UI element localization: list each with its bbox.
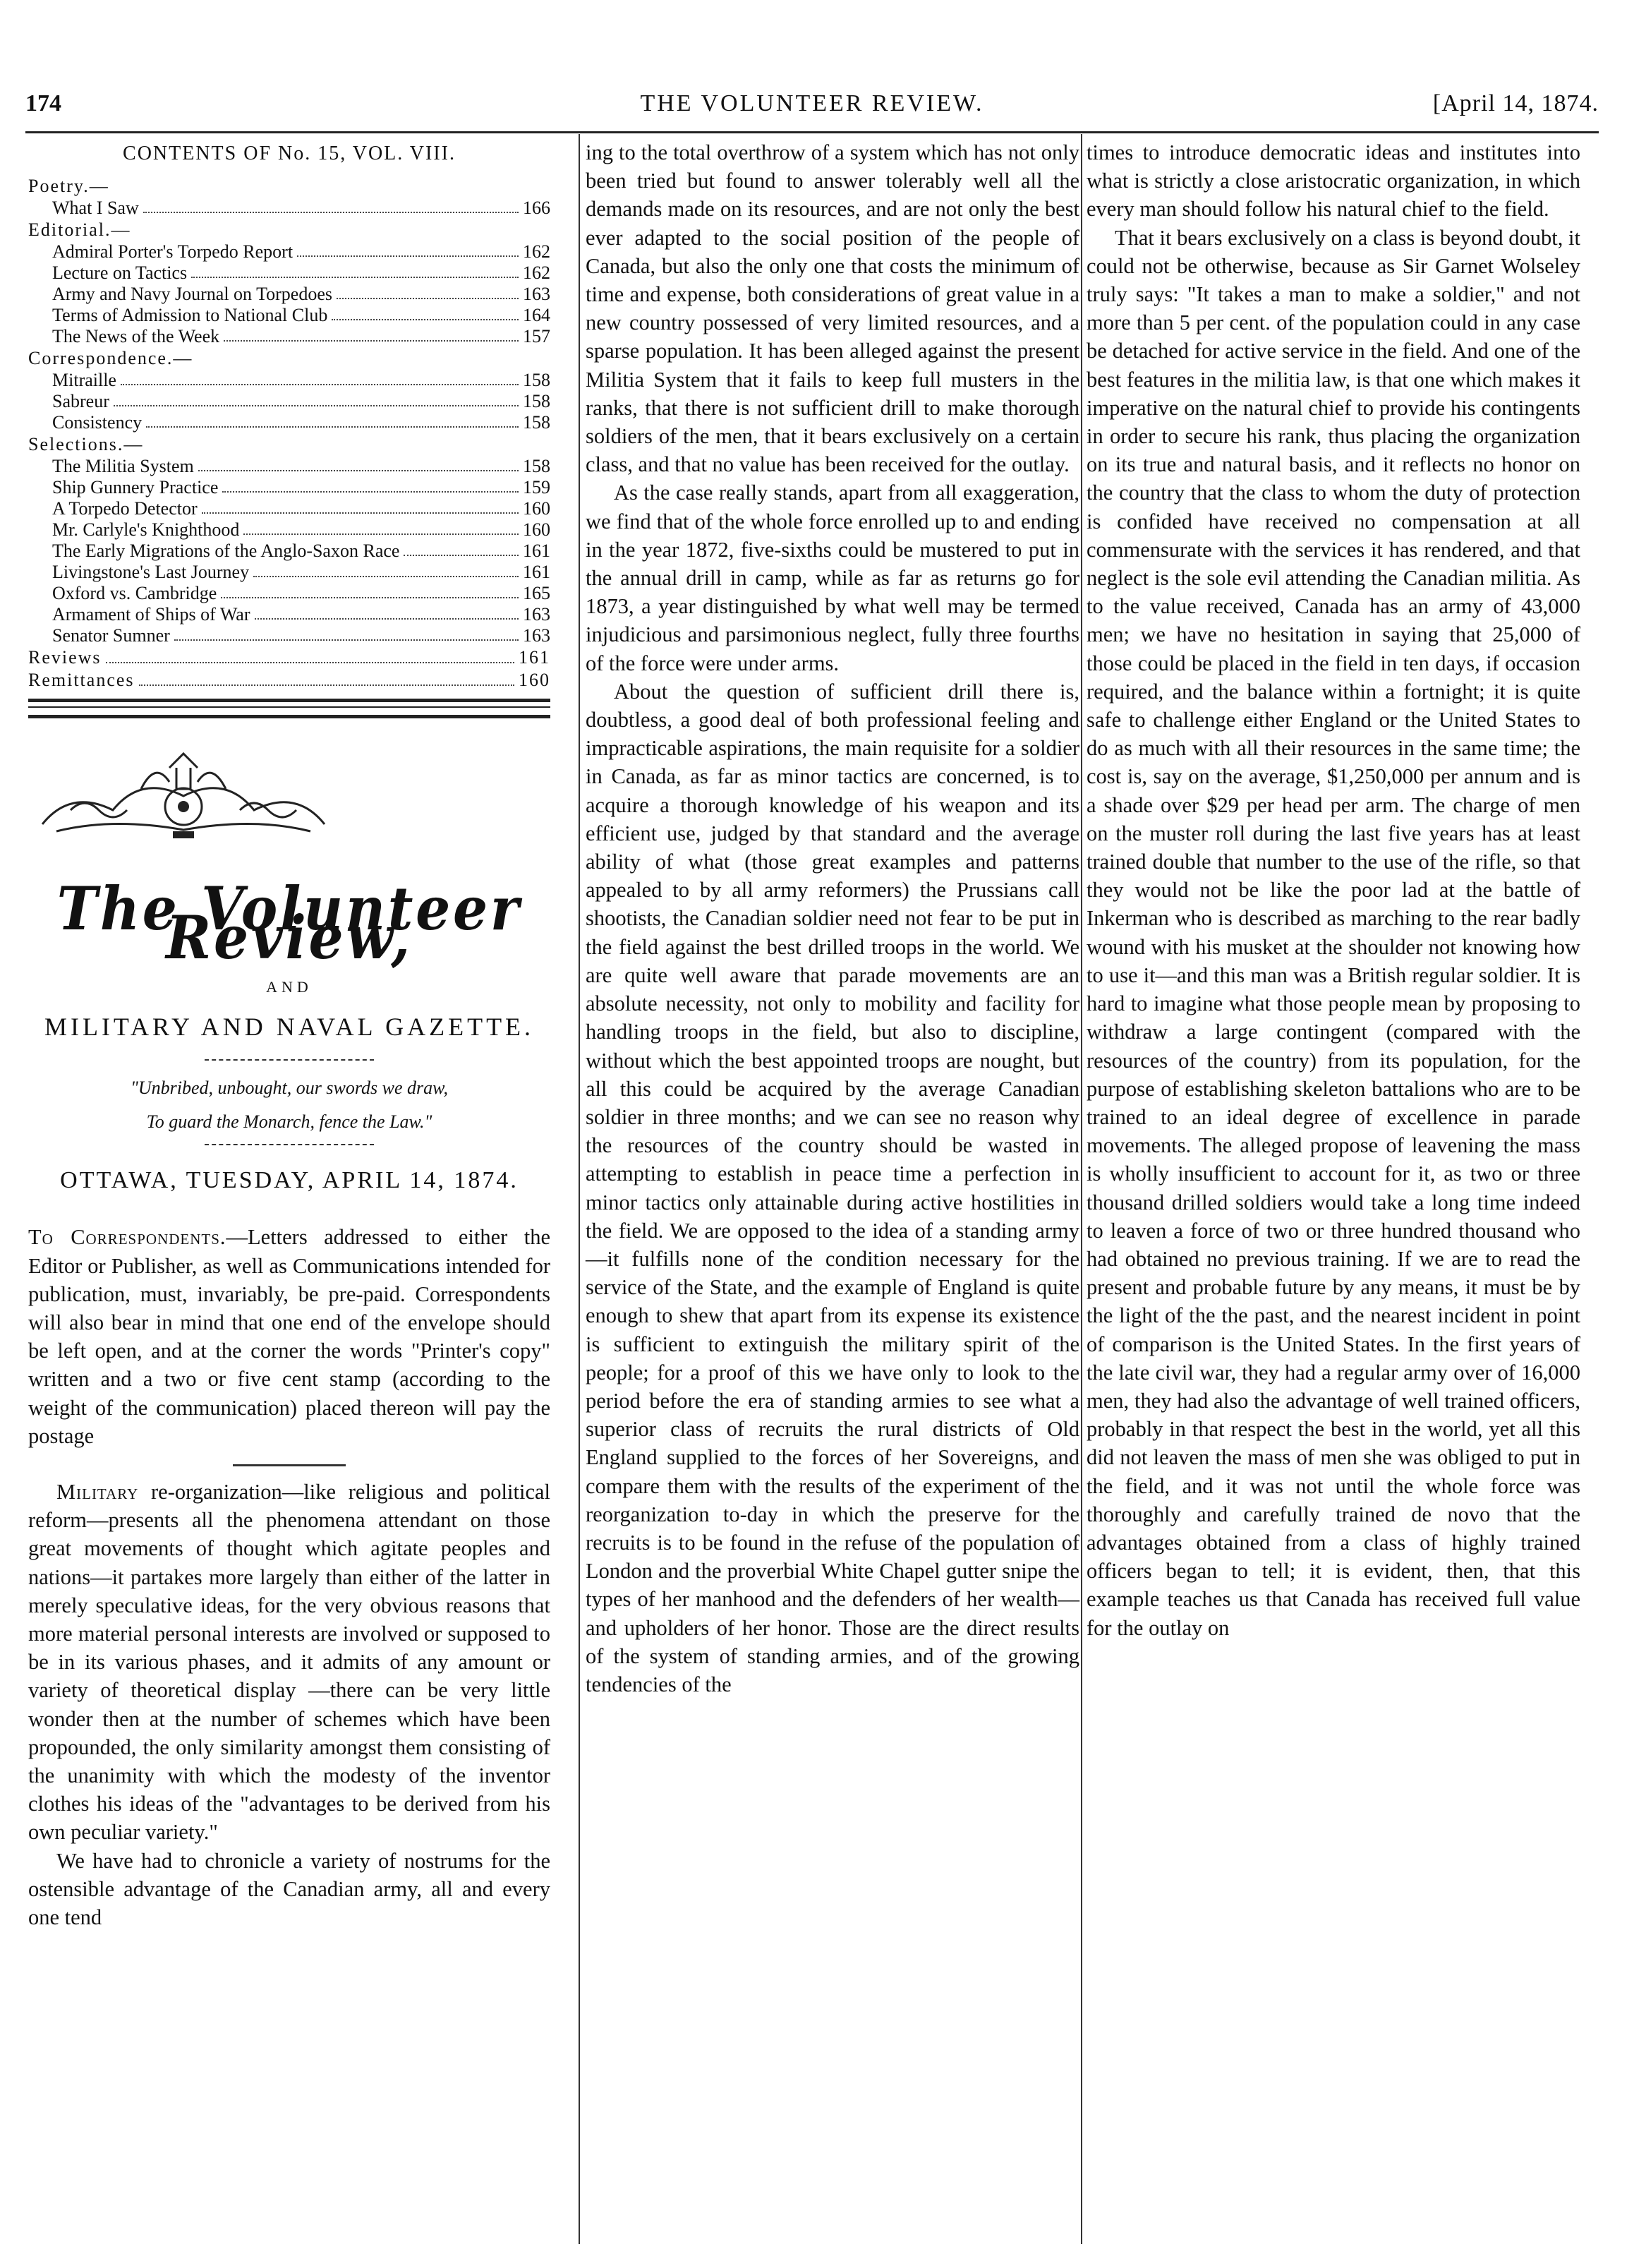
leader-dots [114,391,519,406]
article-paragraph: About the question of sufficient drill there is, doubtless, a good deal of both professional feeling and impracticable aspirations, the main requisite for a soldier in Canada, as far as minor tactics are concerned, is to acquire a thorough knowledge of his weapon and its efficient use, judged by that standard and the average ability of what (those great examples and patterns appealed to by all army reformers) the Prussians call shootists, the Canadian soldier need not fear to be put in the field against the best drilled troops in the world. We are quite well aware that parade movements are an absolute necessity, not only to mobility and facility for handling troops in the field, but also to discipline, without which the best appointed troops are nought, but all this could be acquired by the average Canadian soldier in three months; and we can see no reason why the resources of the country should be wasted in attempting to establish in peace time a perfection in minor tactics only attainable during active hostilities in the field. We are opposed to the idea of a standing army—it fulfills none of the condition necessary for the service of the State, and the example of England is quite enough to shew that apart from its expense its existence is sufficient to extinguish the military spirit of the people; for a proof of this we have only to look to the period before the era of standing armies to see what a superior class of recruits the rural districts of Old England supplied to the forces of her Sovereigns, and compare them with the results of the experiment of the reorganization to-day in which the preserve for the recruits is to be found in the refuse of the population of London and the proverbial White Chapel gutter snipe the types of her manhood and the defenders of her wealth—and upholders of her honor. Those are the direct results of the system of standing armies, and of the growing tendencies of the [586,679,1079,1696]
contents-entry-page: 158 [523,370,550,391]
header-rule [25,131,1599,133]
masthead-rule [205,1144,374,1145]
contents-entry [28,646,550,669]
masthead-motto-line-1: "Unbribed, unbought, our swords we draw, [130,1078,449,1099]
contents-entry-label: Sabreur [52,391,109,412]
contents-entry-page: 158 [523,456,550,477]
contents-entry-page: 160 [519,670,550,691]
contents-entry-page: 157 [523,326,550,347]
leader-dots [332,305,519,320]
contents-entry-label: Remittances [28,670,135,691]
contents-rule [28,706,550,708]
correspondents-notice [28,1223,550,1450]
contents-entry-label: The Early Migrations of the Anglo-Saxon Race [52,541,400,562]
contents-entry [28,284,550,305]
leader-dots [297,241,519,257]
contents-entry [28,456,550,477]
contents-entry-page: 164 [523,305,550,326]
contents-entry-page: 159 [523,477,550,498]
article-paragraph: That it bears exclusively on a class is beyond doubt, it could not be otherwise, because as Sir Garnet Wolseley truly says: "It takes a man to make a soldier," and not more than 5 per cent. of the population could in any case be detached for active service in the field. And one of the best features in the militia law, is that one which makes it imperative on the natural chief to provide his contingents in order to secure his rank, thus placing the organization on its true and natural basis, and it reflects no honor on the country that the class to whom the duty of protection is confided have received no compensation at all commensurate with the services it has rendered, and that neglect is the sole evil attending the Canadian militia. As to the value received, Canada has an army of 43,000 men; we have no hesitation in saying that 25,000 of those could be placed in the field in ten days, if occasion required, and the balance within a fortnight; it is quite safe to challenge either England or the United States to do as much with all their resources in the same time; the cost is, say on the average, $1,250,000 per annum and is a shade over $29 per head per arm. The charge of men on the muster roll during the last five years has at least trained double that number to the use of the rifle, so that they would not be like the poor lad at the battle of Inkerman who is described as marching to the rear badly wound with his musket at the shoulder not knowing how to use it—and this man was a British regular soldier. It is hard to imagine what those people mean by proposing to withdraw a large contingent (compared with the resources of the country) from its population, for the purpose of establishing skeleton battalions who are to be trained to an ideal degree of excellence in parade movements. The alleged propose of leavening the mass is wholly insufficient to account for it, as two or three thousand drilled soldiers would take a long time indeed to leaven a force of two or three hundred thousand who had obtained no previous training. If we are to read the present and probable future by any means, it must be by the light of the the past, and the nearest incident in point of comparison is the United States. In the first years of the late civil war, they had a regular army over of 16,000 men, they had also the advantage of well trained officers, probably in that respect the best in the world, yet all this did not leaven the mass of men she was obliged to put in the field, and it was not until the whole force was thoroughly and carefully trained de novo that the advantages obtained from a class of highly trained officers began to tell; it is evident, then, that this example teaches us that Canada has received full value for the outlay on [1087,225,1580,1640]
contents-entry [28,305,550,326]
contents-entry-page: 163 [523,625,550,646]
contents-entry [28,370,550,391]
contents-entry-page: 160 [523,498,550,519]
contents-rule [28,715,550,718]
contents-title: CONTENTS OF No. 15, VOL. VIII. [123,143,456,164]
contents-entry-label: Reviews [28,647,102,668]
contents-section-heading: Correspondence.— [28,348,193,369]
contents-entry-page: 163 [523,604,550,625]
column-divider [1081,134,1082,2244]
contents-list [28,175,550,692]
issue-date: [April 14, 1874. [1432,90,1599,116]
contents-entry [28,604,550,625]
article-paragraph [28,1478,550,1847]
contents-entry-label: Consistency [52,412,143,433]
leader-dots [143,198,519,213]
leader-dots [191,263,519,278]
leader-dots [404,541,519,556]
leader-dots [139,669,514,686]
leader-dots [146,412,519,428]
contents-entry [28,412,550,433]
leader-dots [224,326,519,342]
contents-entry-label: Mitraille [52,370,116,391]
contents-entry [28,541,550,562]
masthead-and: AND [266,977,313,996]
contents-entry-page: 161 [523,562,550,583]
dateline: OTTAWA, TUESDAY, APRIL 14, 1874. [60,1167,519,1194]
article-paragraph: We have had to chronicle a variety of nostrums for the ostensible advantage of the Canadian army, all and every one tend [28,1848,550,1930]
column-divider [579,134,580,2244]
page-header [25,90,1599,133]
contents-rule [28,699,550,702]
contents-entry [28,241,550,263]
contents-entry-page: 162 [523,263,550,284]
contents-entry-label: Livingstone's Last Journey [52,562,250,583]
contents-entry [28,519,550,541]
masthead-subtitle: MILITARY AND NAVAL GAZETTE. [44,1013,535,1042]
contents-section-heading: Editorial.— [28,219,131,241]
column-1 [28,138,550,1931]
contents-entry-label: The News of the Week [52,326,220,347]
contents-entry-page: 158 [523,391,550,412]
contents-entry-page: 163 [523,284,550,305]
leader-dots [337,284,519,299]
contents-entry [28,263,550,284]
contents-entry-label: Oxford vs. Cambridge [52,583,217,604]
notice-lead: To Correspondents. [28,1225,226,1250]
contents-entry-label: Mr. Carlyle's Knighthood [52,519,240,541]
contents-entry-label: Senator Sumner [52,625,170,646]
column-3 [1087,138,1580,1642]
contents-entry [28,498,550,519]
contents-entry-label: The Militia System [52,456,194,477]
article-lead: Military [56,1480,139,1504]
contents-entry [28,477,550,498]
leader-dots [121,370,519,385]
page-number: 174 [25,90,61,116]
contents-entry [28,198,550,219]
notice-text: —Letters addressed to either the Editor or Publisher, as well as Communications intended for publication, must, invariably, be pre-paid. Correspondents will also bear in mind that one end of the envelope should be left open, and at the corner the words "Printer's copy" written and a two or five cent stamp (according to the weight of the communication) placed thereon will pay the postage [28,1225,550,1448]
masthead-rule [205,1059,374,1061]
contents-entry-page: 161 [523,541,550,562]
running-title: THE VOLUNTEER REVIEW. [640,90,984,116]
contents-entry-label: Armament of Ships of War [52,604,250,625]
leader-dots [202,498,519,514]
contents-entry-page: 160 [523,519,550,541]
contents-entry-page: 161 [519,647,550,668]
contents-entry [28,583,550,604]
contents-section-heading: Selections.— [28,434,144,455]
leader-dots [106,646,514,663]
leader-dots [253,562,519,577]
contents-entry [28,391,550,412]
leader-dots [174,625,519,641]
contents-entry-label: A Torpedo Detector [52,498,198,519]
masthead-title: The Volunteer Review, [56,874,522,972]
article-paragraph: times to introduce democratic ideas and institutes into what is strictly a close aristocratic organization, in which every man should follow his natural chief to the field. [1087,140,1580,222]
masthead-ornament [28,747,339,852]
article-text: re-organization—like religious and political reform—presents all the phenomena attendant on those great movements of thought which agitate peoples and nations—it partakes more largely than either of the latter in merely speculative ideas, for the very obvious reasons that more material personal interests are involved or supposed to be in its various phases, and it admits of any amount or variety of theoretical display —there can be very little wonder then at the number of schemes which have been propounded, the only similarity amongst them consisting of the unanimity with which the modesty of the inventor clothes his ideas of the "advantages to be derived from his own peculiar variety." [28,1480,550,1845]
article-paragraph: ing to the total overthrow of a system which has not only been tried but found to answer tolerably well all the demands made on its resources, and are not only the best ever adapted to the social position of the people of Canada, but also the only one that costs the minimum of time and expense, both considerations of great value in a new country possessed of very limited resources, and a sparse population. It has been alleged against the present Militia System that it fails to keep full musters in the ranks, that there is not sufficient drill to make thorough soldiers of the men, that it bears exclusively on a certain class, and that no value has been received for the outlay. [586,140,1079,477]
leader-dots [221,583,519,598]
leader-dots [243,519,519,535]
leader-dots [255,604,519,620]
contents-entry [28,562,550,583]
leader-dots [222,477,519,493]
contents-entry-page: 162 [523,241,550,263]
contents-entry-label: Lecture on Tactics [52,263,188,284]
contents-entry-label: Ship Gunnery Practice [52,477,219,498]
contents-entry [28,669,550,692]
article-paragraph: As the case really stands, apart from all exaggeration, we find that of the whole force enrolled up to and ending in the year 1872, five-sixths could be mustered to put in the annual drill in camp, while as far as returns go for 1873, a year distinguished by what well may be termed injudicious and parsimonious neglect, fully three fourths of the force were under arms. [586,481,1079,675]
contents-entry-label: Army and Navy Journal on Torpedoes [52,284,333,305]
notice-rule [233,1464,346,1466]
contents-entry-label: Terms of Admission to National Club [52,305,328,326]
contents-entry-label: What I Saw [52,198,139,219]
contents-section-heading: Poetry.— [28,176,109,197]
column-2 [586,138,1079,1699]
contents-entry-page: 166 [523,198,550,219]
contents-entry [28,326,550,347]
contents-entry-page: 165 [523,583,550,604]
contents-entry-page: 158 [523,412,550,433]
leader-dots [198,456,519,471]
masthead-motto-line-2: To guard the Monarch, fence the Law." [146,1111,432,1133]
contents-entry-label: Admiral Porter's Torpedo Report [52,241,294,263]
contents-entry [28,625,550,646]
